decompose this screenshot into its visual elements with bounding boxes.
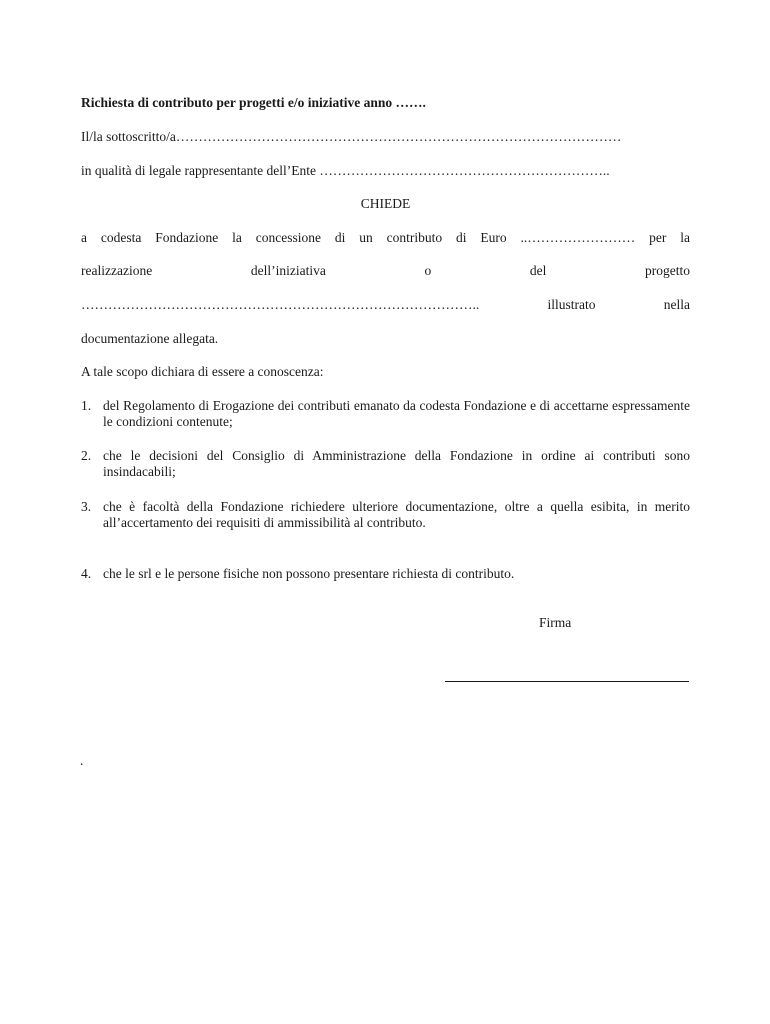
list-item-text: che le decisioni del Consiglio di Amministrazione della Fondazione in ordine ai contributi sono insindacabili; bbox=[103, 448, 690, 479]
document-title: Richiesta di contributo per progetti e/o iniziative anno ……. bbox=[81, 95, 426, 110]
signature-line bbox=[445, 681, 689, 682]
word-progetto: progetto bbox=[644, 263, 690, 278]
list-item-1 bbox=[81, 398, 690, 430]
list-item-text: del Regolamento di Erogazione dei contributi emanato da codesta Fondazione e di accettarne espressamente le condizioni contenute; bbox=[103, 398, 690, 429]
list-item-number: 2. bbox=[81, 448, 92, 463]
list-item-3 bbox=[81, 499, 690, 531]
list-item-4 bbox=[81, 566, 690, 582]
list-item-2 bbox=[81, 448, 690, 480]
list-item-number: 1. bbox=[81, 398, 92, 413]
ente-line: in qualità di legale rappresentante dell’Ente ……………………………………………………….. bbox=[81, 163, 610, 178]
word-realizzazione: realizzazione bbox=[81, 263, 153, 278]
firma-label: Firma bbox=[539, 615, 572, 630]
word-o: o bbox=[424, 263, 432, 278]
sottoscritto-line: Il/la sottoscritto/a……………………………………………………………………………………… bbox=[81, 129, 622, 144]
scopo-line: A tale scopo dichiara di essere a conoscenza: bbox=[81, 364, 324, 379]
trailing-dot: . bbox=[80, 753, 84, 768]
list-item-text: che le srl e le persone fisiche non possono presentare richiesta di contributo. bbox=[103, 566, 515, 581]
realizzazione-line bbox=[81, 263, 690, 279]
word-illustrato: illustrato bbox=[547, 297, 596, 312]
word-nella: nella bbox=[663, 297, 690, 312]
progetto-dots: …………………………………………………………………………….. bbox=[81, 297, 480, 312]
list-item-number: 3. bbox=[81, 499, 92, 514]
concessione-line bbox=[81, 230, 690, 246]
word-iniziativa: dell’iniziativa bbox=[250, 263, 326, 278]
concessione-text: a codesta Fondazione la concessione di un contributo di Euro ..…………………… per la bbox=[81, 230, 690, 245]
list-item-text: che è facoltà della Fondazione richiedere ulteriore documentazione, oltre a quella esibita, in merito all’accertamento dei requisiti di ammissibilità al contributo. bbox=[103, 499, 690, 530]
chiede-heading: CHIEDE bbox=[360, 196, 411, 211]
word-del: del bbox=[529, 263, 547, 278]
documentazione-line: documentazione allegata. bbox=[81, 331, 219, 346]
list-item-number: 4. bbox=[81, 566, 92, 581]
progetto-dots-line bbox=[81, 297, 690, 313]
